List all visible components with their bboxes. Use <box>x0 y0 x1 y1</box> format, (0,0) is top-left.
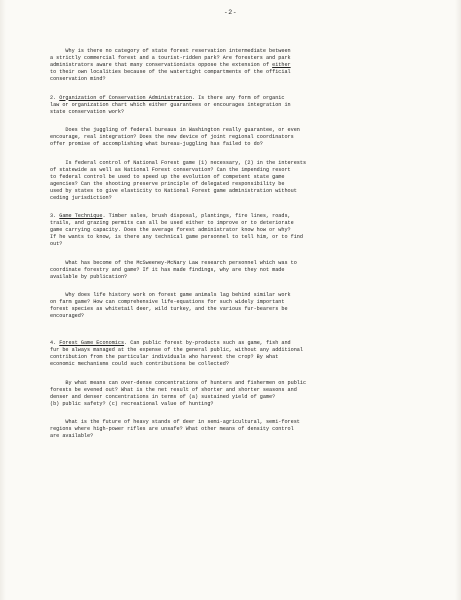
text-line: What has become of the McSweeney-McNary Law research personnel which was to <box>50 259 297 266</box>
body-paragraph <box>50 160 415 202</box>
section-paragraph <box>50 95 415 116</box>
section-paragraph <box>50 340 415 368</box>
body-paragraph <box>50 127 415 148</box>
text-line: of statewide as well as National Forest conservation? Can the impending resort <box>50 166 291 173</box>
text-line: Why is there no category of state forest reservation intermediate between <box>50 48 291 54</box>
text-line: forests be evened out? What is the net result of shorter and shorter seasons and <box>50 386 297 393</box>
text-line: on farm game? How can comprehensive life-equations for such widely important <box>50 299 285 305</box>
text-line: trails, and grazing permits can all be used either to improve or to deteriorate <box>50 220 294 226</box>
text-line: encouraged? <box>50 313 84 319</box>
text-line <box>50 213 415 220</box>
section-number: 3. <box>50 213 60 219</box>
text-line: By what means can over-dense concentrations of hunters and fishermen on public <box>50 379 307 386</box>
text-line: forest species as whitetail deer, wild turkey, and the various fur-bearers be <box>50 306 288 312</box>
text-line: fur be always managed at the expense of the general public, without any additional <box>50 347 303 353</box>
text-line: to federal control be used to speed up the evolution of competent state game <box>50 173 285 180</box>
body-paragraph <box>50 260 415 281</box>
text-line: administrators aware that many conservationists oppose the extension of either <box>50 62 291 68</box>
text-line-rest: . Timber sales, brush disposal, plantings, fire lines, roads, <box>102 213 291 219</box>
text-line: to their own localities because of the watertight compartments of the official <box>50 69 291 75</box>
document-body <box>50 48 415 452</box>
body-paragraph <box>50 380 415 408</box>
text-line: encourage, real integration? Does the new device of joint regional coordinators <box>50 134 294 140</box>
text-line: game carrying capacity. Does the average forest administrator know how or why? <box>50 227 291 233</box>
text-line: regions where high-power rifles are unsafe? What other means of density control <box>50 426 294 432</box>
body-paragraph <box>50 48 415 83</box>
text-line: What is the future of heavy stands of deer in semi-agricultural, semi-forest <box>50 419 300 425</box>
text-line: Does the juggling of federal bureaus in Washington really guarantee, or even <box>50 127 300 133</box>
text-line: ceding jurisdiction? <box>50 194 112 201</box>
text-line: agencies? Can the shooting preserve principle of delegated responsibility be <box>50 180 285 187</box>
body-paragraph <box>50 419 415 440</box>
text-line: offer promise of accomplishing what bureau-juggling has failed to do? <box>50 141 263 147</box>
section-number: 2. <box>50 94 60 101</box>
emphasis-word: either <box>272 62 291 68</box>
text-line: denser and denser concentrations in terms of (a) sustained yield of game? <box>50 393 276 400</box>
text-line: out? <box>50 241 63 247</box>
section-heading: Forest Game Economics <box>59 340 125 346</box>
text-line: are available? <box>50 433 94 439</box>
text-line: Is federal control of National Forest game (1) necessary, (2) in the interests <box>50 159 307 166</box>
page-number: -2- <box>223 9 238 16</box>
section-heading: Game Technique <box>59 213 103 219</box>
section-heading: Organization of Conservation Administration <box>59 94 192 101</box>
text-line <box>50 95 415 102</box>
body-paragraph <box>50 292 415 320</box>
text-line-rest: . Can public forest by-products such as game, fish and <box>124 340 291 346</box>
text-line: Why does life history work on forest game animals lag behind similar work <box>50 292 291 298</box>
text-line: state conservation work? <box>50 108 125 115</box>
section-paragraph <box>50 213 415 248</box>
text-line: economic mechanisms could such contributions be collected? <box>50 361 229 367</box>
text-line: a strictly commercial forest and a tourist-ridden park? Are foresters and park <box>50 55 291 61</box>
text-line: If he wants to know, is there any technical game personnel to tell him, or to find <box>50 234 303 240</box>
text-line: available by publication? <box>50 273 128 280</box>
text-line <box>50 340 415 347</box>
text-line: conservation mind? <box>50 76 106 82</box>
text-line: used by states to give elasticity to National Forest game administration without <box>50 187 297 194</box>
text-line-rest: . Is there any form of organic <box>191 94 285 101</box>
text-line: (b) public safety? (c) recreational value of hunting? <box>50 400 214 407</box>
text-line: coordinate forestry and game? If it has made findings, why are they not made <box>50 266 285 273</box>
text-line: law or organization chart which either guarantees or encourages integration in <box>50 101 291 108</box>
section-number: 4. <box>50 340 60 346</box>
text-line: contribution from the particular individuals who harvest the crop? By what <box>50 354 279 360</box>
